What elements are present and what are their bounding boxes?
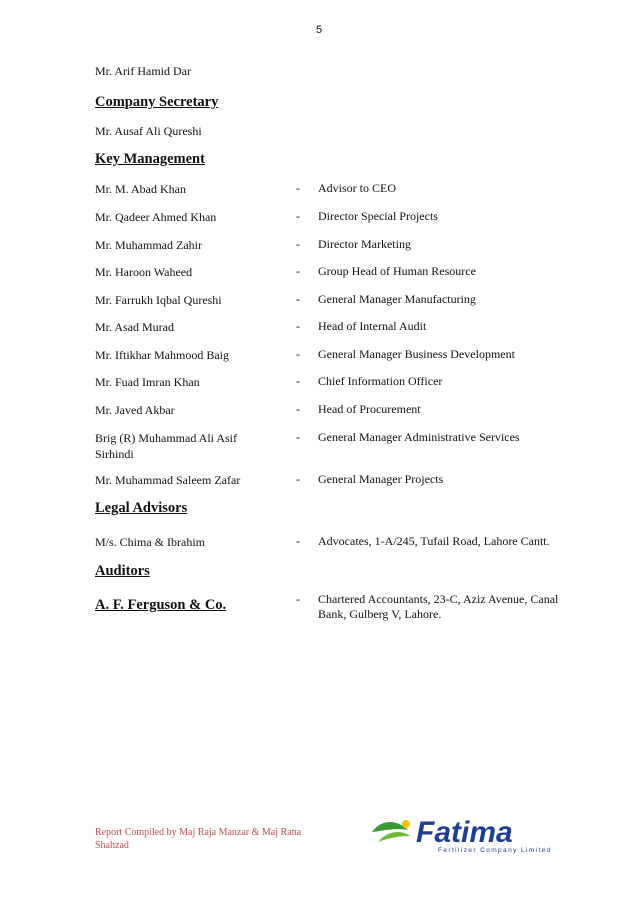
separator-dash: - — [296, 534, 300, 548]
logo-tagline: Fertilizer Company Limited — [438, 847, 552, 854]
separator-dash: - — [296, 402, 300, 416]
management-name: Mr. Iftikhar Mahmood Baig — [95, 348, 229, 362]
separator-dash: - — [296, 592, 300, 606]
legal-advisor-name: M/s. Chima & Ibrahim — [95, 535, 205, 549]
management-name: Mr. Javed Akbar — [95, 403, 175, 417]
company-secretary-heading: Company Secretary — [95, 94, 219, 110]
page-number: 5 — [315, 24, 323, 36]
management-role: Chief Information Officer — [318, 374, 443, 388]
management-role: Head of Procurement — [318, 402, 421, 416]
separator-dash: - — [296, 292, 300, 306]
management-role: General Manager Manufacturing — [318, 292, 476, 306]
separator-dash: - — [296, 264, 300, 278]
management-name: Mr. Fuad Imran Khan — [95, 375, 200, 389]
management-name: Mr. Asad Murad — [95, 320, 174, 334]
company-secretary-name: Mr. Ausaf Ali Qureshi — [95, 124, 202, 138]
separator-dash: - — [296, 319, 300, 333]
auditor-detail: Chartered Accountants, 23-C, Aziz Avenue, Canal Bank, Gulberg V, Lahore. — [318, 592, 559, 621]
auditors-heading: Auditors — [95, 563, 150, 579]
management-role: Director Marketing — [318, 237, 411, 251]
management-role: General Manager Administrative Services — [318, 430, 520, 444]
auditor-name: A. F. Ferguson & Co. — [95, 597, 227, 613]
management-name: Mr. Qadeer Ahmed Khan — [95, 210, 217, 224]
logo-wordmark: Fatima — [416, 816, 513, 849]
management-role: Advisor to CEO — [318, 181, 396, 195]
separator-dash: - — [296, 430, 300, 444]
management-role: Head of Internal Audit — [318, 319, 427, 333]
management-role: Director Special Projects — [318, 209, 438, 223]
management-name: Mr. Haroon Waheed — [95, 265, 193, 279]
legal-advisor-detail: Advocates, 1-A/245, Tufail Road, Lahore Cantt. — [318, 534, 550, 548]
fatima-logo — [368, 808, 578, 856]
separator-dash: - — [296, 347, 300, 361]
management-role: General Manager Projects — [318, 472, 444, 486]
key-management-heading: Key Management — [95, 151, 205, 167]
management-name: Mr. Muhammad Zahir — [95, 238, 202, 252]
board-member-name: Mr. Arif Hamid Dar — [95, 64, 191, 78]
management-name: Mr. Farrukh Iqbal Qureshi — [95, 293, 222, 307]
management-name: Mr. M. Abad Khan — [95, 182, 186, 196]
separator-dash: - — [296, 237, 300, 251]
footer-credit: Report Compiled by Maj Raja Manzar & Maj Rana Shahzad — [95, 827, 302, 851]
separator-dash: - — [296, 472, 300, 486]
separator-dash: - — [296, 374, 300, 388]
management-role: General Manager Business Development — [318, 347, 515, 361]
management-name: Brig (R) Muhammad Ali Asif Sirhindi — [95, 431, 237, 461]
leaf-icon — [372, 820, 410, 842]
separator-dash: - — [296, 209, 300, 223]
separator-dash: - — [296, 181, 300, 195]
legal-advisors-heading: Legal Advisors — [95, 500, 188, 516]
management-role: Group Head of Human Resource — [318, 264, 476, 278]
management-name: Mr. Muhammad Saleem Zafar — [95, 473, 241, 487]
